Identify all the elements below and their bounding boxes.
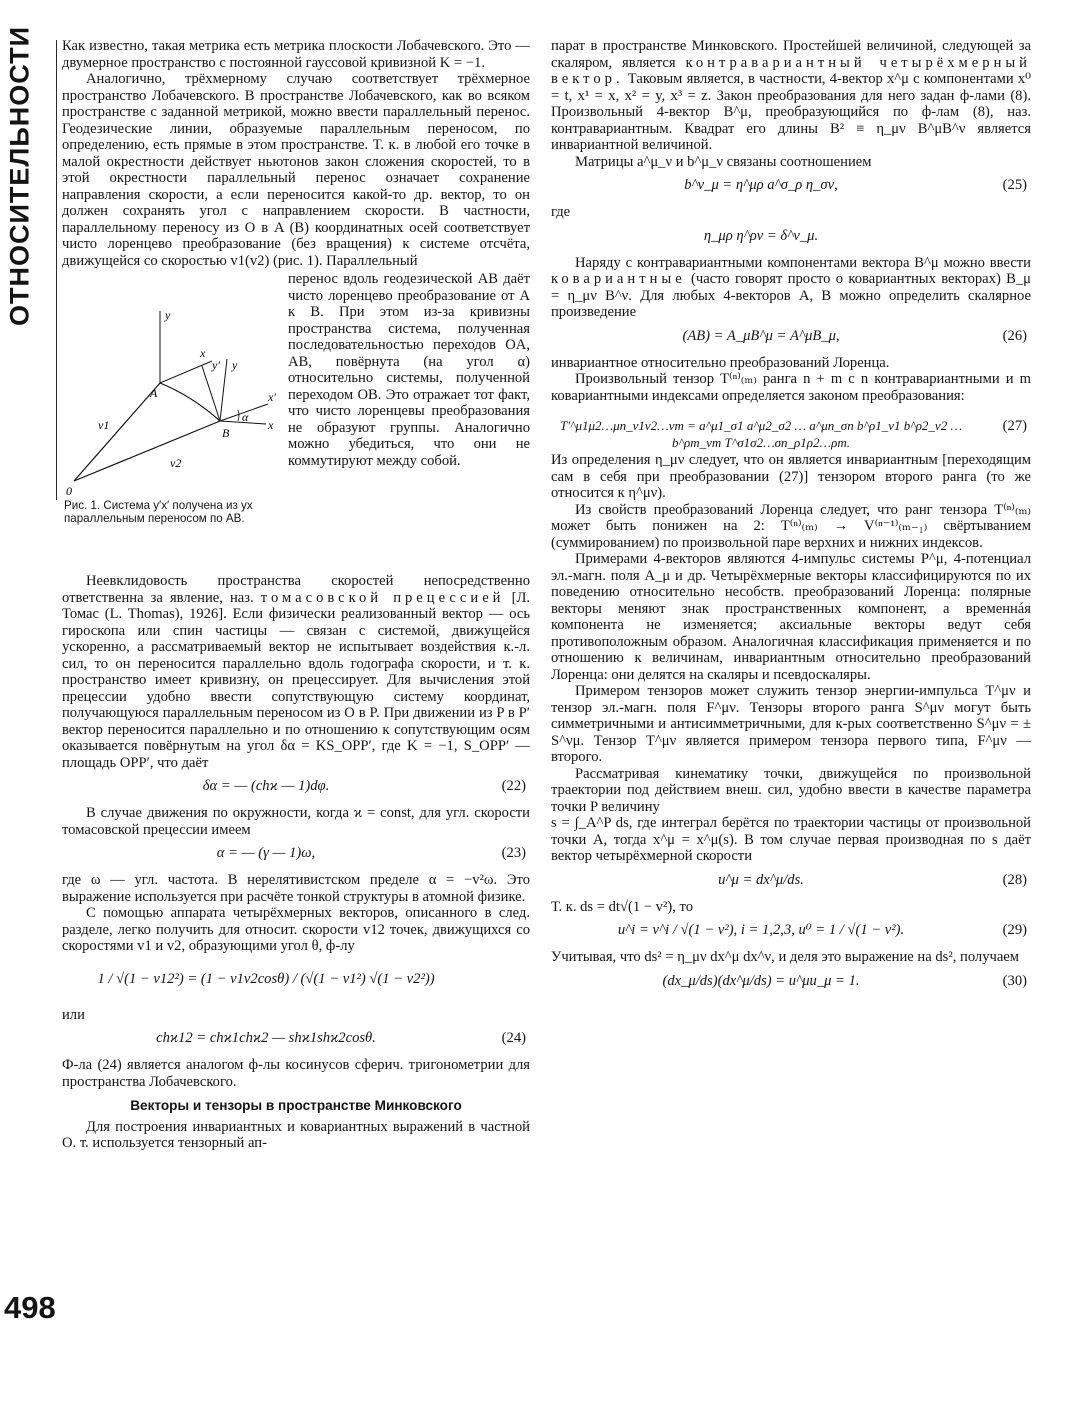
paragraph: В случае движения по окружности, когда ϰ = const, для угл. скорости томасовской прецессии имеем [62, 805, 530, 838]
label-o: 0 [66, 484, 72, 497]
paragraph: Матрицы a^μ_ν и b^μ_ν связаны соотношением [575, 153, 872, 170]
equation-number: (27) [1002, 418, 1027, 434]
paragraph: Произвольный тензор T⁽ⁿ⁾₍ₘ₎ ранга n + m с n контравариантными и m ковариантными индексами определяется законом преобразования: [551, 371, 1031, 404]
figure-block [62, 271, 530, 571]
v1-vector [74, 383, 160, 481]
equation-number: (28) [1002, 871, 1027, 888]
paragraph: Как известно, такая метрика есть метрика плоскости Лобачевского. Это — двумерное пространство с постоянной гауссовой кривизной K = −1. [62, 38, 530, 71]
label-a: A [150, 386, 158, 400]
equation-23 [62, 842, 530, 868]
paragraph-text: Таковым является, в частности, 4-вектор x^μ с компонентами x⁰ = t, x¹ = x, x² = y, x³ = z. Закон преобразования для него задан ф-лами (8). Произвольный 4-вектор B^μ, преобразующийся по ф-лам (8), наз. контравариантным. Квадрат его длины B² ≡ η_μν B^μB^ν является инвариантной величиной. [551, 71, 1032, 153]
equation-body: b^ν_μ = η^μρ a^σ_ρ η_σν, [684, 177, 838, 193]
running-head [2, 26, 38, 326]
equation-26 [551, 325, 1031, 351]
label-x-prime: x′ [268, 390, 276, 404]
paragraph: Учитывая, что ds² = η_μν dx^μ dx^ν, и деля это выражение на ds², получаем [551, 949, 1020, 965]
spaced-term: контравариантный четырёхмерный вектор. [551, 54, 1031, 87]
paragraph-text: (часто говорят просто о ковариантных векторах) B_μ = η_μν B^ν. Для любых 4-векторов A, B можно определить скалярное произведение [551, 271, 1031, 320]
figure-1-diagram [62, 271, 282, 497]
paragraph: Примерами 4-векторов являются 4-импульс системы P^μ, 4-потенциал эл.-магн. поля A_μ и др. Четырёхмерные векторы классифицируются по их поведению относительно несобств. преобразований Лоренца: полярные векторы меняют знак пространственных компонент, а временнáя компонента не изменяется; аксиальные векторы ведут себя противоположным образом. Аналогичная классификация применяется и по отношению к величинам, инвариантным относительно преобразований Лоренца: они делятся на скаляры и псевдоскаляры. [551, 551, 1031, 683]
equation-body: T'^μ1μ2…μn_ν1ν2…νm = a^μ1_σ1 a^μ2_σ2 … a^μn_σn b^ρ1_ν1 b^ρ2_ν2 … b^ρm_νm T^σ1σ2…σn_ρ1ρ2…ρm. [559, 418, 963, 450]
paragraph: С помощью аппарата четырёхмерных векторов, описанного в след. разделе, легко получить для относит. скорости v12 точек, движущихся со скоростями v1 и v2, образующими угол θ, ф-лу [62, 905, 530, 954]
paragraph: Примером тензоров может служить тензор энергии-импульса T^μν и тензор эл.-магн. поля F^μν. Тензоры второго ранга S^μν могут быть симметричными и антисимметричными, для к-рых соответственно S^μν = ± S^νμ. Тензор T^μν является примером тензора первого типа, F^μν — второго. [551, 683, 1031, 765]
equation-body: u^μ = dx^μ/ds. [718, 871, 804, 888]
paragraph-text: Неевклидовость пространства скоростей непосредственно ответственна за явление, наз. [62, 573, 530, 606]
label-x2: x [268, 418, 274, 432]
paragraph [62, 573, 530, 771]
equation-25-definition [551, 225, 1031, 251]
paragraph-text: парат в пространстве Минковского. Простейшей величиной, следующей за скаляром, является [551, 38, 1031, 71]
figure-caption: Рис. 1. Система y′x′ получена из yx параллельным переносом по AB. [64, 499, 253, 525]
paragraph: инвариантное относительно преобразований Лоренца. [551, 354, 890, 371]
equation-body: η_μρ η^ρν = δ^ν_μ. [703, 227, 819, 244]
paragraph-text: [Л. Томас (L. Thomas), 1926]. Если физически реализованный вектор — ось гироскопа или спин частицы — связан с системой, движущейся ускоренно, а рассматриваемый вектор не испытывает воздействия к.-л. сил, то он переносится параллельно вдоль годографа скорости, и т. к. пространство имеет кривизну, он прецессирует. Для вычисления этой прецессии удобно ввести сопутствующую систему координат, получающуюся параллельным переносом из O в P. При движении из P в P′ вектор переносится параллельно и по отношению к сопутствующим осям оказывается повёрнутым на угол δα = KS_OPP′, где K = −1, S_OPP′ — площадь OPP′, что даёт [62, 589, 530, 771]
equation-number: (29) [1002, 922, 1027, 938]
paragraph-text: Наряду с контравариантными компонентами вектора B^μ можно ввести [575, 254, 1031, 271]
paragraph: Т. к. ds = dt√(1 − v²), то [551, 898, 693, 915]
label-y2: y [232, 358, 238, 372]
label-y: y [165, 308, 171, 322]
equation-number: (26) [1002, 327, 1027, 344]
label-b: B [222, 426, 230, 440]
equation-24 [62, 1027, 530, 1053]
equation-relative-velocity [62, 959, 530, 1003]
paragraph: Рассматривая кинематику точки, движущейся по произвольной траектории под действием внеш. сил, удобно ввести в качестве параметра точки P величину [551, 765, 1031, 815]
equation-body: α = — (γ — 1)ω, [216, 845, 316, 861]
equation-body: (AB) = A_μB^μ = A^μB_μ, [682, 327, 840, 344]
equation-28 [551, 869, 1031, 895]
margin-rule [56, 40, 57, 500]
equals-sign: = [187, 970, 201, 987]
paragraph: Аналогично, трёхмерному случаю соответствует трёхмерное пространство Лобачевского. В пространстве Лобачевского, как во всяком пространстве с заданной метрикой, можно ввести параллельный перенос. Геодезические линии, образуемые параллельным переносом, по определению, есть прямые в этом пространстве. Т. к. в любой его точке в малой окрестности действует ньютонов закон сложения скоростей, то в этой окрестности параллельный перенос означает сохранение направления скорости, а если переносится какой-то др. вектор, то он должен сохранять угол с направлением скорости. В частности, параллельному переносу из O в A (B) координатных осей соответствует чисто лоренцево преобразование (без вращения) к системе отсчёта, движущейся со скоростью v1(v2) (рис. 1). Параллельный [62, 71, 530, 269]
connective-word: где [551, 204, 571, 220]
fraction-left: 1 / √(1 − v12²) [97, 970, 184, 987]
equation-25 [551, 174, 1031, 200]
label-alpha: α [242, 410, 249, 424]
paragraph: Для построения инвариантных и ковариантных выражений в частной О. т. используется тензорный ап- [62, 1118, 530, 1151]
label-x: x [200, 346, 206, 360]
v2-vector [74, 421, 220, 481]
label-y-prime: y′ [212, 358, 220, 372]
alpha-arc [238, 410, 239, 421]
paragraph [551, 255, 1031, 321]
equation-number: (24) [501, 1030, 526, 1046]
axis-y-b [220, 359, 227, 421]
equation-body: u^i = v^i / √(1 − v²), i = 1,2,3, u⁰ = 1 / √(1 − v²). [617, 922, 905, 938]
paragraph: где ω — угл. частота. В нерелятивистском пределе α = −v²ω. Это выражение используется при расчёте тонкой структуры в атомной физике. [62, 872, 530, 905]
equation-body: (dx_μ/ds)(dx^μ/ds) = u^μu_μ = 1. [662, 972, 860, 989]
spaced-term: томасовской прецессией [260, 589, 505, 606]
connective-word: или [62, 1006, 85, 1023]
label-v1: v1 [98, 418, 110, 432]
left-column [62, 38, 530, 1152]
paragraph: Из свойств преобразований Лоренца следует, что ранг тензора T⁽ⁿ⁾₍ₘ₎ может быть понижен на 2: T⁽ⁿ⁾₍ₘ₎ → V⁽ⁿ⁻¹⁾₍ₘ₋₁₎ свёртыванием (суммированием) по произвольной паре верхних и нижних индексов. [551, 501, 1031, 551]
paragraph [551, 38, 1031, 154]
equation-22 [62, 775, 530, 801]
equation-number: (30) [1002, 972, 1027, 989]
running-head-text: ОТНОСИТЕЛЬНОСТИ [4, 26, 35, 326]
label-v2: v2 [170, 456, 182, 470]
equation-body [62, 971, 470, 988]
geodesic-ab [160, 383, 220, 421]
page-number: 498 [4, 1290, 56, 1325]
equation-number: (25) [1002, 177, 1027, 193]
equation-body: δα = — (chϰ — 1)dφ. [202, 778, 330, 794]
paragraph: Из определения η_μν следует, что он является инвариантным [переходящим сам в себя при преобразовании (27)] тензором второго ранга (то же относится к η^μν). [551, 452, 1031, 501]
equation-29 [551, 919, 1031, 945]
equation-27 [551, 408, 1031, 448]
fraction-right: (1 − v1v2cosθ) / (√(1 − v1²) √(1 − v2²)) [200, 970, 435, 987]
right-column [551, 38, 1031, 1000]
equation-number: (23) [501, 845, 526, 861]
equation-body: chϰ12 = chϰ1chϰ2 — shϰ1shϰ2cosθ. [156, 1030, 376, 1046]
equation-30 [551, 970, 1031, 996]
paragraph: s = ∫_A^P ds, где интеграл берётся по траектории частицы от произвольной точки A, тогда x^μ = x^μ(s). В том случае первая производная по s даёт вектор четырёхмерной скорости [551, 815, 1031, 864]
spaced-term: ковариантные [551, 271, 686, 287]
section-heading: Векторы и тензоры в пространстве Минковского [130, 1098, 462, 1113]
equation-number: (22) [501, 778, 526, 794]
paragraph: Ф-ла (24) является аналогом ф-лы косинусов сферич. тригонометрии для пространства Лобачевского. [62, 1057, 530, 1090]
wrapped-paragraph: перенос вдоль геодезической AB даёт чисто лоренцево преобразование от A к B. При этом из-за кривизны пространства система, полученная последовательностью переходов OA, AB, повёрнута (на угол α) относительно системы, полученной переходом OB. Это отражает тот факт, что чисто лоренцевы преобразования не образуют группы. Аналогично можно убедиться, что они не коммутируют между собой. [288, 271, 530, 469]
